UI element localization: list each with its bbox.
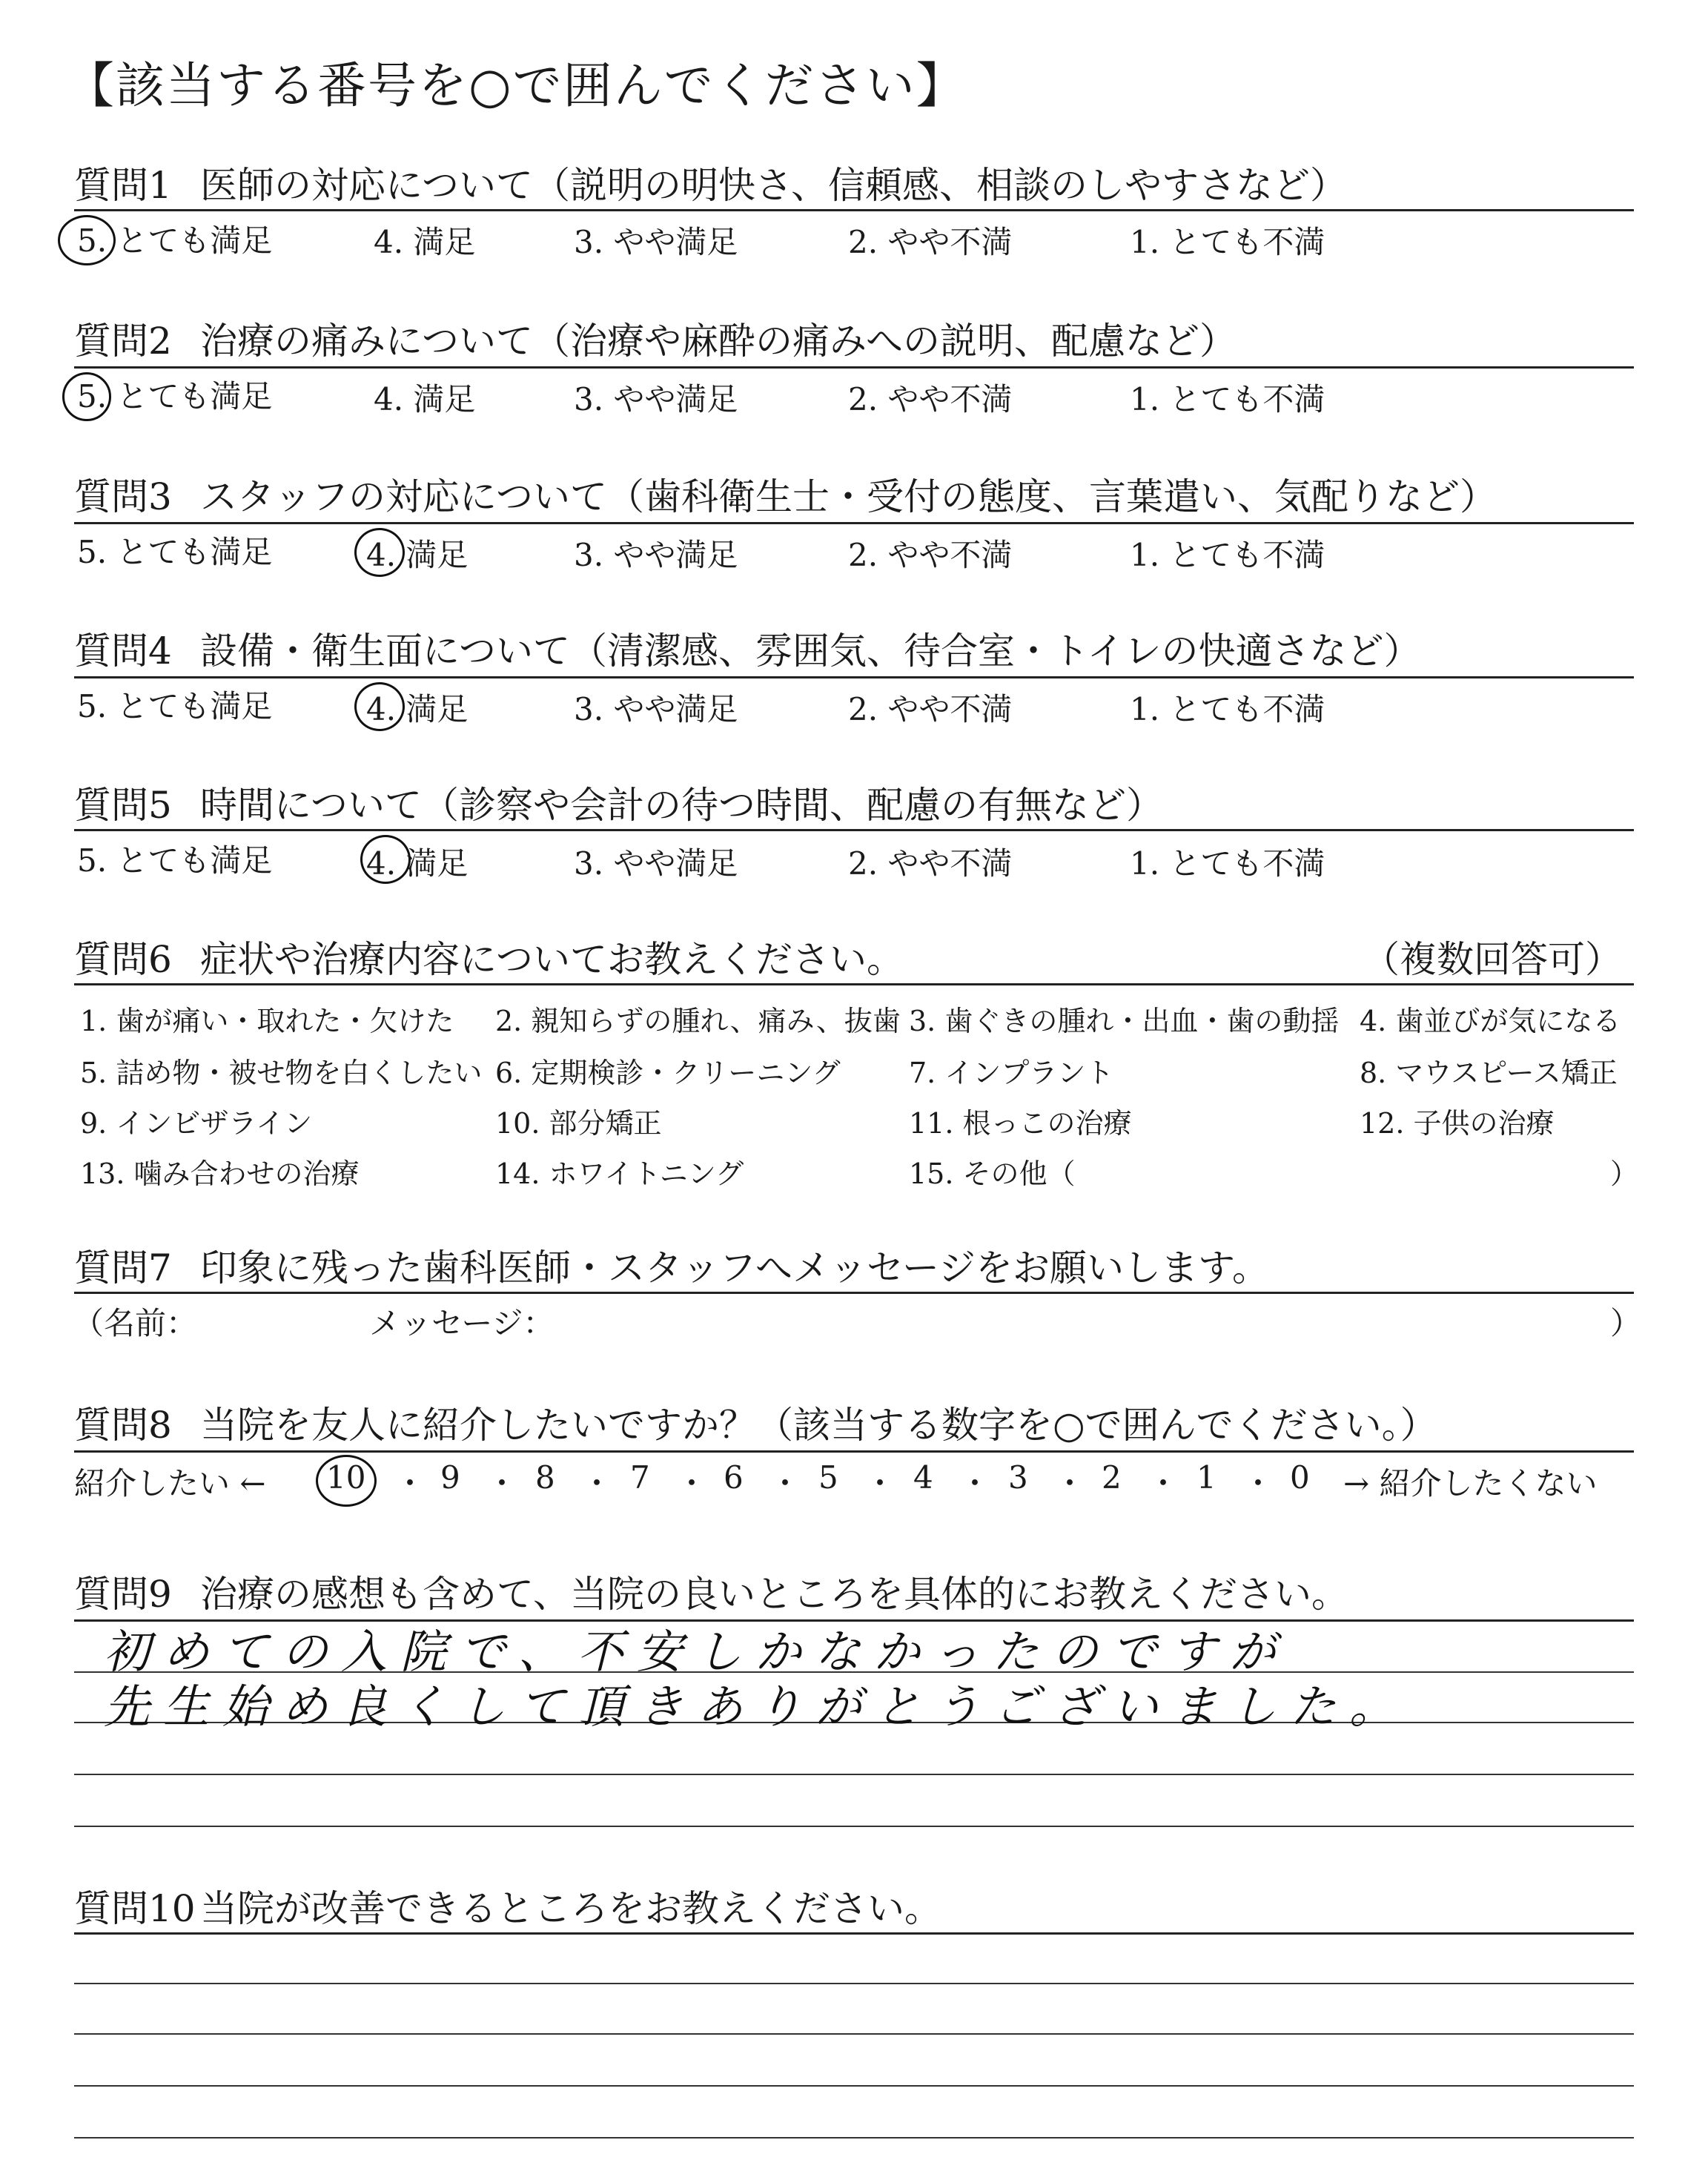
answer-line xyxy=(74,1826,1634,1827)
q8-dot: ・ xyxy=(1054,1465,1086,1502)
q6-item-13[interactable]: 13. 噛み合わせの治療 xyxy=(80,1157,360,1190)
q8-dot: ・ xyxy=(1148,1465,1179,1502)
q3-option-3[interactable]: 3. やや満足 xyxy=(574,537,738,573)
question-4-text: 設備・衛生面について（清潔感、雰囲気、待合室・トイレの快適さなど） xyxy=(200,630,1421,673)
q8-value-5[interactable]: 5 xyxy=(818,1459,838,1496)
q6-item-14[interactable]: 14. ホワイトニング xyxy=(495,1157,744,1190)
q3-option-1[interactable]: 1. とても不満 xyxy=(1130,537,1325,573)
question-7-title xyxy=(74,1238,1269,1292)
question-9-number: 質問9 xyxy=(74,1573,172,1616)
q1-option-5[interactable]: 5. とても満足 xyxy=(77,222,273,259)
q4-option-1[interactable]: 1. とても不満 xyxy=(1130,691,1325,727)
q7-name-label: （名前： xyxy=(73,1305,198,1341)
question-10-rule xyxy=(74,1932,1634,1935)
q8-value-0[interactable]: 0 xyxy=(1290,1459,1310,1496)
question-8-rule xyxy=(74,1450,1634,1453)
q5-option-3[interactable]: 3. やや満足 xyxy=(574,845,738,882)
answer-line xyxy=(74,2085,1634,2087)
question-6-text: 症状や治療内容についてお教えください。 xyxy=(200,938,904,981)
question-5-text: 時間について（診察や会計の待つ時間、配慮の有無など） xyxy=(200,784,1163,827)
q6-item-6[interactable]: 6. 定期検診・クリーニング xyxy=(495,1057,841,1089)
q8-value-3[interactable]: 3 xyxy=(1008,1459,1028,1496)
q8-dot: ・ xyxy=(769,1465,801,1502)
question-10-text: 当院が改善できるところをお教えください。 xyxy=(200,1887,941,1930)
q6-other-close-paren: ） xyxy=(1610,1157,1639,1190)
question-1-text: 医師の対応について（説明の明快さ、信頼感、相談のしやすさなど） xyxy=(200,164,1347,207)
q8-dot: ・ xyxy=(581,1465,613,1502)
q8-dot: ・ xyxy=(1242,1465,1274,1502)
q5-option-2[interactable]: 2. やや不満 xyxy=(848,845,1013,882)
q6-item-9[interactable]: 9. インビザライン xyxy=(80,1107,313,1140)
q4-selection-circle xyxy=(354,682,405,731)
question-2-rule xyxy=(74,366,1634,369)
q6-item-1[interactable]: 1. 歯が痛い・取れた・欠けた xyxy=(80,1005,454,1037)
q5-selection-circle xyxy=(360,835,411,884)
q1-selection-circle xyxy=(58,215,116,265)
q4-option-2[interactable]: 2. やや不満 xyxy=(848,691,1013,727)
q8-value-8[interactable]: 8 xyxy=(535,1459,555,1496)
question-3-number: 質問3 xyxy=(74,475,172,518)
q1-option-4[interactable]: 4. 満足 xyxy=(374,224,476,260)
q6-item-11[interactable]: 11. 根っこの治療 xyxy=(909,1107,1132,1140)
q7-message-label: メッセージ： xyxy=(369,1305,555,1341)
question-6-number: 質問6 xyxy=(74,938,172,981)
q2-option-4[interactable]: 4. 満足 xyxy=(374,381,476,417)
question-2-text: 治療の痛みについて（治療や麻酔の痛みへの説明、配慮など） xyxy=(200,320,1237,363)
q3-option-4[interactable]: 4. 満足 xyxy=(366,537,469,573)
q4-option-5[interactable]: 5. とても満足 xyxy=(77,688,273,724)
q8-dot: ・ xyxy=(676,1465,708,1502)
question-5-number: 質問5 xyxy=(74,784,172,827)
q3-option-5[interactable]: 5. とても満足 xyxy=(77,534,273,570)
q8-value-10[interactable]: 10 xyxy=(326,1459,366,1496)
question-1-rule xyxy=(74,209,1634,211)
q5-option-1[interactable]: 1. とても不満 xyxy=(1130,845,1325,882)
q1-option-1[interactable]: 1. とても不満 xyxy=(1130,224,1325,260)
question-6-note: （複数回答可） xyxy=(1363,938,1622,981)
q4-option-3[interactable]: 3. やや満足 xyxy=(574,691,738,727)
q4-option-4[interactable]: 4. 満足 xyxy=(366,691,469,727)
q6-item-7[interactable]: 7. インプラント xyxy=(909,1057,1114,1089)
question-7-text: 印象に残った歯科医師・スタッフへメッセージをお願いします。 xyxy=(200,1246,1269,1289)
question-3-title xyxy=(74,467,1497,521)
q6-item-12[interactable]: 12. 子供の治療 xyxy=(1360,1107,1555,1140)
question-2-number: 質問2 xyxy=(74,320,172,363)
q8-selection-circle xyxy=(316,1455,377,1507)
question-1-title xyxy=(74,156,1347,209)
q5-option-4[interactable]: 4. 満足 xyxy=(366,845,469,882)
q8-value-1[interactable]: 1 xyxy=(1196,1459,1217,1496)
question-8-number: 質問8 xyxy=(74,1404,172,1447)
q8-dot: ・ xyxy=(486,1465,518,1502)
q1-option-3[interactable]: 3. やや満足 xyxy=(574,224,738,260)
question-3-rule xyxy=(74,522,1634,524)
q2-option-5[interactable]: 5. とても満足 xyxy=(77,378,273,415)
question-6-rule xyxy=(74,983,1634,985)
q6-item-10[interactable]: 10. 部分矯正 xyxy=(495,1107,662,1140)
question-4-rule xyxy=(74,676,1634,678)
q8-value-4[interactable]: 4 xyxy=(913,1459,933,1496)
question-5-title xyxy=(74,776,1163,829)
answer-line xyxy=(74,1983,1634,1984)
q6-item-4[interactable]: 4. 歯並びが気になる xyxy=(1360,1005,1621,1037)
q8-value-6[interactable]: 6 xyxy=(724,1459,744,1496)
question-6-title xyxy=(74,930,904,983)
q9-handwritten-line-2: 先生始め良くして頂きありがとうございました。 xyxy=(104,1680,1409,1734)
q3-selection-circle xyxy=(354,528,405,577)
question-10-title xyxy=(74,1879,941,1932)
q7-close-paren: ） xyxy=(1610,1305,1642,1341)
question-9-title xyxy=(74,1565,1348,1618)
answer-line xyxy=(74,2137,1634,2138)
question-4-title xyxy=(74,621,1421,675)
q8-value-7[interactable]: 7 xyxy=(630,1459,650,1496)
q2-option-1[interactable]: 1. とても不満 xyxy=(1130,381,1325,417)
question-9-text: 治療の感想も含めて、当院の良いところを具体的にお教えください。 xyxy=(200,1573,1348,1616)
q6-item-3[interactable]: 3. 歯ぐきの腫れ・出血・歯の動揺 xyxy=(909,1005,1340,1037)
q2-option-3[interactable]: 3. やや満足 xyxy=(574,381,738,417)
question-1-number: 質問1 xyxy=(74,164,172,207)
q6-item-15[interactable]: 15. その他（ xyxy=(909,1157,1076,1190)
question-7-number: 質問7 xyxy=(74,1246,172,1289)
question-5-rule xyxy=(74,829,1634,831)
question-2-title xyxy=(74,311,1237,365)
q2-option-2[interactable]: 2. やや不満 xyxy=(848,381,1013,417)
q8-dot: ・ xyxy=(959,1465,991,1502)
question-8-text: 当院を友人に紹介したいですか？（該当する数字を○で囲んでください。） xyxy=(200,1404,1437,1447)
q5-option-5[interactable]: 5. とても満足 xyxy=(77,842,273,879)
instruction-header: 【該当する番号を○で囲んでください】 xyxy=(65,57,967,114)
answer-line xyxy=(74,2033,1634,2035)
q6-item-5[interactable]: 5. 詰め物・被せ物を白くしたい xyxy=(80,1057,483,1089)
q8-dot: ・ xyxy=(864,1465,896,1502)
q2-selection-circle xyxy=(62,372,111,421)
question-4-number: 質問4 xyxy=(74,630,172,673)
q8-value-9[interactable]: 9 xyxy=(440,1459,460,1496)
q8-dot: ・ xyxy=(394,1465,426,1502)
q3-option-2[interactable]: 2. やや不満 xyxy=(848,537,1013,573)
q8-value-2[interactable]: 2 xyxy=(1102,1459,1122,1496)
question-8-title xyxy=(74,1396,1437,1449)
q9-handwritten-line-1: 初めての入院で、不安しかなかったのですが xyxy=(104,1625,1289,1679)
q8-right-label: → 紹介したくない xyxy=(1343,1465,1598,1502)
q6-item-2[interactable]: 2. 親知らずの腫れ、痛み、抜歯 xyxy=(495,1005,901,1037)
question-3-text: スタッフの対応について（歯科衛生士・受付の態度、言葉遣い、気配りなど） xyxy=(200,475,1497,518)
q6-item-8[interactable]: 8. マウスピース矯正 xyxy=(1360,1057,1618,1089)
answer-line xyxy=(74,1774,1634,1775)
question-7-rule xyxy=(74,1292,1634,1294)
q1-option-2[interactable]: 2. やや不満 xyxy=(848,224,1013,260)
question-10-number: 質問10 xyxy=(74,1887,196,1930)
q8-left-label: 紹介したい ← xyxy=(74,1465,266,1502)
